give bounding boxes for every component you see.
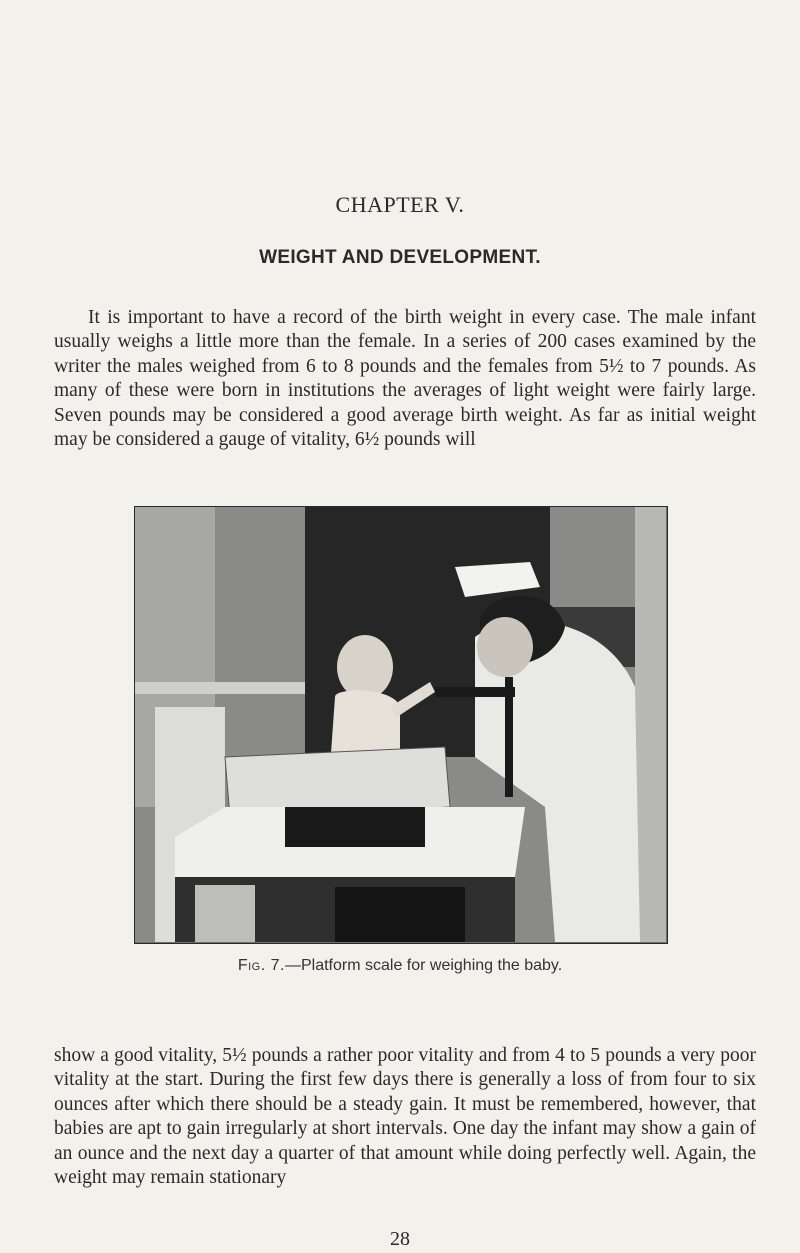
paragraph-intro: It is important to have a record of the birth weight in every case. The male infant usually weighs a little more than the female. In a series of 200 cases examined by the writer the males weighed from 6 to 8 pounds and the females from 5½ to 7 pounds. As many of these were born in institutions the averages of light weight were fairly large. Seven pounds may be considered a good average birth weight. As far as initial weight may be considered a gauge of vitality, 6½ pounds will <box>54 306 756 450</box>
figure-label: Fig. 7. <box>237 957 285 974</box>
chapter-heading: CHAPTER V. <box>335 192 465 217</box>
figure-caption <box>0 957 800 975</box>
platform-scale-photo <box>135 507 666 942</box>
page-number: 28 <box>390 1228 410 1250</box>
figure-photo <box>134 506 668 944</box>
figure-caption-text: —Platform scale for weighing the baby. <box>284 957 563 974</box>
paragraph-continued: show a good vitality, 5½ pounds a rather poor vitality and from 4 to 5 pounds a very poor vitality at the start. During the first few days there is generally a loss of from four to six ounces after which there should be a steady gain. It must be remembered, however, that babies are apt to gain irregularly at short intervals. One day the infant may show a gain of an ounce and the next day a quarter of that amount while doing perfectly well. Again, the weight may remain stationary <box>54 1044 756 1188</box>
chapter-title: WEIGHT AND DEVELOPMENT. <box>259 247 541 268</box>
